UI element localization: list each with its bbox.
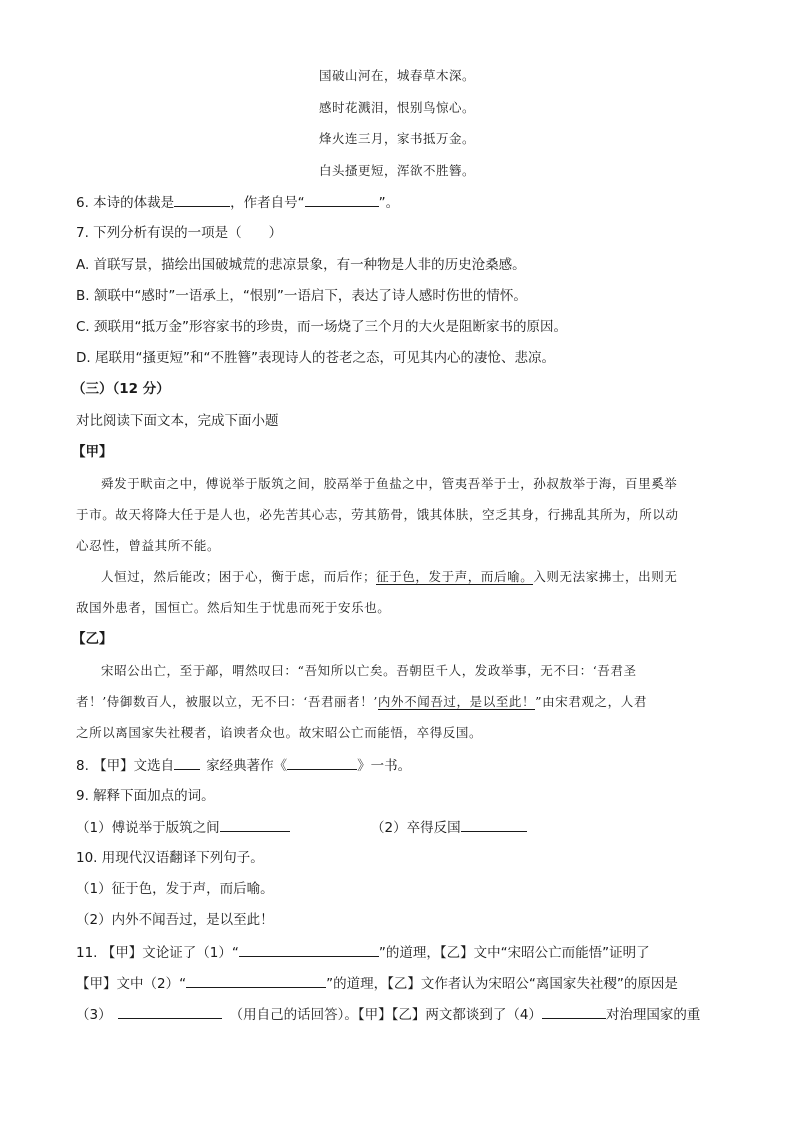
question-11-line-3: （3） （用自己的话回答）。【甲】【乙】两文都谈到了（4） 对治理国家的重 (76, 1004, 700, 1025)
question-11-line-1: 11. 【甲】文论证了（1）“ ”的道理，【乙】文中“宋昭公亡而能悟”证明了 (76, 942, 650, 963)
poem-line-2: 感时花溅泪，恨别鸟惊心。 (318, 100, 475, 115)
answer-blank-book[interactable] (287, 755, 357, 770)
answer-blank-11-3[interactable] (118, 1004, 222, 1019)
question-9-stem: 9. 解释下面加点的词。 (76, 788, 215, 804)
passage-jia-label: 【甲】 (72, 444, 113, 460)
yi-line-3: 之所以离国家失社稷者，谄谀者众也。故宋昭公亡而能悟，卒得反国。 (76, 725, 483, 740)
section-heading: （三）（12 分） (72, 381, 170, 397)
jia-paragraph-2-line-1: 人恒过，然后能改；困于心，衡于虑，而后作；征于色，发于声，而后喻。入则无法家拂士，出则无 (101, 569, 678, 584)
answer-blank-11-4[interactable] (542, 1004, 606, 1019)
answer-blank-pen-name[interactable] (305, 192, 379, 207)
question-9-item-1: （1）傅说举于版筑之间 (76, 817, 290, 838)
jia-paragraph-1-line-2: 于市。故天将降大任于是人也，必先苦其心志，劳其筋骨，饿其体肤，空乏其身，行拂乱其所为，所以动 (76, 507, 679, 522)
underlined-sentence-jia: 征于色，发于声，而后喻。 (376, 569, 534, 584)
answer-blank-9-1[interactable] (220, 817, 290, 832)
question-10-stem: 10. 用现代汉语翻译下列句子。 (76, 850, 264, 866)
question-6: 6. 本诗的体裁是 ，作者自号“ ”。 (76, 192, 399, 213)
underlined-sentence-yi: 内外不闻吾过，是以至此！ (377, 694, 536, 709)
question-10-item-1: （1）征于色，发于声，而后喻。 (76, 881, 274, 897)
jia-paragraph-1-line-1: 舜发于畎亩之中，傅说举于版筑之间，胶鬲举于鱼盐之中，管夷吾举于士，孙叔敖举于海，百里奚举 (101, 476, 678, 491)
poem-line-4: 白头搔更短，浑欲不胜簪。 (318, 163, 475, 178)
answer-blank-11-2[interactable] (186, 973, 326, 988)
answer-blank-genre[interactable] (174, 192, 230, 207)
passage-yi-label: 【乙】 (72, 631, 113, 647)
question-11-line-2: 【甲】文中（2）“ ”的道理，【乙】文作者认为宋昭公“离国家失社稷”的原因是 (76, 973, 678, 994)
option-b: B. 颔联中“感时”一语承上，“恨别”一语启下，表达了诗人感时伤世的情怀。 (76, 288, 527, 304)
jia-paragraph-1-line-3: 心忍性，曾益其所不能。 (76, 538, 221, 553)
answer-blank-11-1[interactable] (239, 942, 379, 957)
jia-paragraph-2-line-2: 敌国外患者，国恒亡。然后知生于忧患而死于安乐也。 (76, 600, 391, 615)
yi-line-1: 宋昭公出亡，至于鄗，喟然叹曰：“吾知所以亡矣。吾朝臣千人，发政举事，无不曰：‘吾君圣 (101, 663, 637, 678)
question-8: 8. 【甲】文选自 家经典著作《 》一书。 (76, 755, 411, 776)
option-a: A. 首联写景，描绘出国破城荒的悲凉景象，有一种物是人非的历史沧桑感。 (76, 257, 526, 273)
question-9-item-2: （2）卒得反国 (371, 817, 527, 838)
answer-blank-school[interactable] (174, 755, 200, 770)
answer-blank-9-2[interactable] (461, 817, 527, 832)
poem-line-3: 烽火连三月，家书抵万金。 (318, 131, 475, 146)
yi-line-2: 者！’侍御数百人，被服以立，无不曰：‘吾君丽者！’内外不闻吾过，是以至此！”由宋君观之，人君 (76, 694, 647, 709)
question-7-stem: 7. 下列分析有误的一项是（ ） (76, 225, 283, 241)
option-d: D. 尾联用“搔更短”和“不胜簪”表现诗人的苍老之态，可见其内心的凄怆、悲凉。 (76, 350, 555, 366)
option-c: C. 颈联用“抵万金”形容家书的珍贵，而一场烧了三个月的大火是阻断家书的原因。 (76, 319, 567, 335)
reading-instruction: 对比阅读下面文本，完成下面小题 (76, 413, 279, 429)
poem-line-1: 国破山河在，城春草木深。 (318, 68, 475, 83)
question-10-item-2: （2）内外不闻吾过，是以至此！ (76, 912, 274, 928)
